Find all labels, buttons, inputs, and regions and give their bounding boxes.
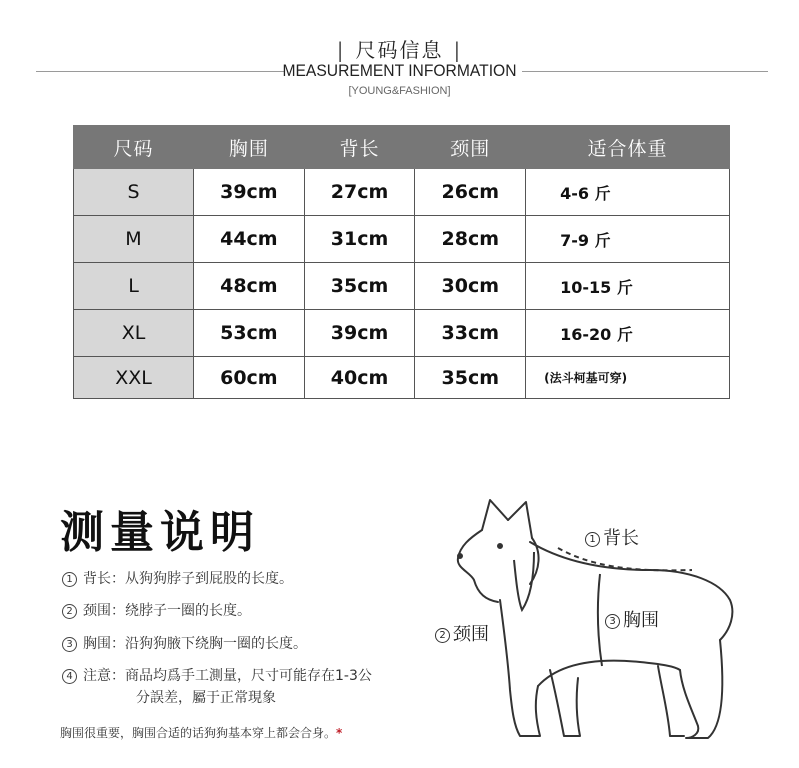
instruction-label: 背长：	[83, 571, 125, 587]
back-cell: 39cm	[304, 310, 415, 357]
size-cell: M	[74, 216, 194, 263]
instruction-text: 绕脖子一圈的长度。	[125, 603, 251, 619]
circled-number-icon: 3	[605, 614, 620, 629]
instruction-item	[62, 633, 307, 655]
chest-cell: 48cm	[194, 263, 305, 310]
title-cn: 尺码信息	[355, 38, 444, 62]
instruction-text: 从狗狗脖子到屁股的长度。	[125, 571, 293, 587]
label-chest	[605, 606, 659, 632]
label-text: 背长	[603, 528, 639, 549]
neck-cell: 30cm	[415, 263, 526, 310]
instruction-item	[62, 568, 293, 590]
dog-ear-icon	[482, 500, 508, 530]
back-cell: 27cm	[304, 169, 415, 216]
table-header-row	[74, 126, 730, 169]
circled-number-icon: 1	[62, 572, 77, 587]
chest-cell: 53cm	[194, 310, 305, 357]
back-length-line	[558, 548, 692, 570]
weight-cell: 10-15 斤	[526, 263, 730, 310]
instruction-label: 颈围：	[83, 603, 125, 619]
neck-cell: 26cm	[415, 169, 526, 216]
chest-cell: 39cm	[194, 169, 305, 216]
chest-cell: 60cm	[194, 357, 305, 399]
instructions-title: 测量说明	[60, 507, 260, 558]
table-row	[74, 357, 730, 399]
footer-text: 胸围很重要，胸围合适的话狗狗基本穿上都会合身。	[60, 726, 337, 740]
label-text: 颈围	[453, 624, 489, 645]
instruction-item	[62, 665, 372, 709]
circled-number-icon: 3	[62, 637, 77, 652]
page-title	[0, 34, 799, 63]
header-chest: 胸围	[194, 126, 305, 169]
table-row	[74, 263, 730, 310]
circled-number-icon: 1	[585, 532, 600, 547]
back-cell: 35cm	[304, 263, 415, 310]
instruction-item	[62, 600, 251, 622]
back-cell: 40cm	[304, 357, 415, 399]
tagline: [YOUNG&FASHION]	[348, 85, 451, 97]
instruction-text-continued: 分誤差，屬于正常現象	[136, 690, 276, 706]
label-neck	[435, 620, 489, 646]
back-cell: 31cm	[304, 216, 415, 263]
circled-number-icon: 4	[62, 669, 77, 684]
table-row	[74, 169, 730, 216]
size-cell: L	[74, 263, 194, 310]
weight-cell: 4-6 斤	[526, 169, 730, 216]
asterisk-mark: *	[336, 726, 343, 740]
label-back-length	[585, 524, 639, 550]
weight-cell: 16-20 斤	[526, 310, 730, 357]
chest-cell: 44cm	[194, 216, 305, 263]
header-neck: 颈围	[415, 126, 526, 169]
label-text: 胸围	[623, 610, 659, 631]
header-weight: 适合体重	[526, 126, 730, 169]
size-cell: XXL	[74, 357, 194, 399]
title-bar-right: |	[453, 38, 463, 62]
instruction-label: 注意：	[83, 668, 125, 684]
instruction-label: 胸围：	[83, 636, 125, 652]
title-en: MEASUREMENT INFORMATION	[282, 61, 517, 80]
neck-cell: 28cm	[415, 216, 526, 263]
chest-line	[598, 574, 602, 666]
circled-number-icon: 2	[62, 604, 77, 619]
weight-cell: 7-9 斤	[526, 216, 730, 263]
weight-cell: (法斗柯基可穿)	[526, 357, 730, 399]
footer-note	[60, 724, 342, 741]
neck-cell: 33cm	[415, 310, 526, 357]
instruction-text: 商品均爲手工測量，尺寸可能存在1-3公	[125, 668, 372, 684]
table-row	[74, 216, 730, 263]
header-size: 尺码	[74, 126, 194, 169]
size-cell: S	[74, 169, 194, 216]
size-cell: XL	[74, 310, 194, 357]
circled-number-icon: 2	[435, 628, 450, 643]
header-back-length: 背长	[304, 126, 415, 169]
neck-line	[514, 552, 534, 610]
title-bar-left: |	[336, 38, 346, 62]
instruction-text: 沿狗狗腋下绕胸一圈的长度。	[125, 636, 307, 652]
size-table	[73, 125, 730, 399]
neck-cell: 35cm	[415, 357, 526, 399]
table-row	[74, 310, 730, 357]
